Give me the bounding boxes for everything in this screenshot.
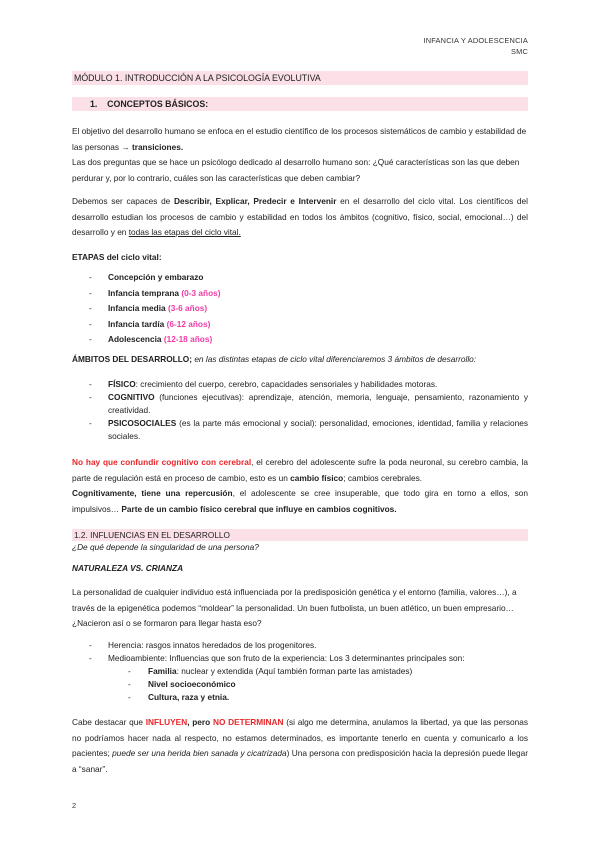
stage-range: (12-18 años) <box>163 334 213 344</box>
page-number: 2 <box>72 801 77 810</box>
influence-item: - Herencia: rasgos innatos heredados de los progenitores. <box>72 639 528 652</box>
stage-range: (3-6 años) <box>167 303 208 313</box>
area-name: COGNITIVO <box>108 392 155 402</box>
module-title: MÓDULO 1. INTRODUCCIÓN A LA PSICOLOGÍA EVOLUTIVA <box>72 71 528 85</box>
text-run-red: No hay que confundir cognitivo con cerebral <box>72 457 252 467</box>
influences-list <box>72 639 528 704</box>
text-run: , el cerebro del adolescente sufre la poda neuronal, su cerebro cambia, la parte de regulación está en proceso de cambio, esto es un <box>72 457 528 483</box>
stage-name: Infancia temprana <box>108 287 180 298</box>
stage-item <box>72 286 528 302</box>
text-run: Cabe destacar que <box>72 717 146 727</box>
text-run-red: INFLUYEN <box>145 717 188 727</box>
stage-name: Adolescencia <box>108 334 162 344</box>
section-number: 1. <box>90 99 98 109</box>
area-desc: (funciones ejecutivas): aprendizaje, atención, memoria, lenguaje, pensamiento, razonamiento y creatividad. <box>108 392 528 415</box>
stages-list <box>72 270 528 348</box>
paragraph-nature-nurture: La personalidad de cualquier individuo está influenciada por la predisposición genética y el entorno (familia, valores…), a través de la epigenética podemos “moldear” la personalidad. Un buen futbolista, un buen atlético, un buen empresario… ¿Nacieron así o se formaron para llegar hasta eso? <box>72 587 517 628</box>
text-run: El objetivo del desarrollo humano se enfoca en el estudio científico de los procesos sistemáticos de cambio y estabilidad de las personas → <box>72 126 527 152</box>
stage-range: (0-3 años) <box>181 287 221 298</box>
running-header <box>423 35 528 57</box>
section-title: CONCEPTOS BÁSICOS: <box>107 99 209 109</box>
stage-item <box>72 317 528 333</box>
nature-heading: NATURALEZA VS. CRIANZA <box>72 563 184 573</box>
stage-name: Concepción y embarazo <box>108 272 204 282</box>
areas-list <box>72 378 528 443</box>
determinant-name: Familia <box>148 666 177 676</box>
area-item <box>72 378 528 391</box>
text-run: ) Una persona con predisposición hacia la depresión puede llegar a “sanar”. <box>72 748 528 774</box>
area-item <box>72 417 528 443</box>
stage-item <box>72 332 528 348</box>
text-run-red: NO DETERMINAN <box>212 717 284 727</box>
area-name: PSICOSOCIALES <box>108 418 177 428</box>
header-initials: SMC <box>510 47 528 56</box>
section-heading-influences: 1.2. INFLUENCIAS EN EL DESARROLLO <box>72 529 528 541</box>
text-run: Debemos ser capaces de <box>72 196 175 206</box>
areas-heading-bold: ÁMBITOS DEL DESARROLLO; <box>72 354 193 364</box>
stage-range: (6-12 años) <box>166 318 211 329</box>
header-course: INFANCIA Y ADOLESCENCIA <box>423 36 528 45</box>
text-run-bold: Describir, Explicar, Predecir e Intervenir <box>174 196 337 206</box>
area-desc: (es la parte más emocional y social): personalidad, emociones, identidad, familia y relaciones sociales. <box>108 418 528 441</box>
determinant-name: Cultura, raza y etnia. <box>148 692 230 702</box>
areas-heading <box>72 352 528 368</box>
section-question: ¿De qué depende la singularidad de una persona? <box>72 542 259 552</box>
determinant-item <box>72 678 528 691</box>
text-run: en el desarrollo del ciclo vital. Los científicos del desarrollo estudian los procesos de cambio y estabilidad en todos los ámbitos (cognitivo, físico, social, emocional…) del desarrollo y en <box>72 196 529 237</box>
text-run-underline: todas las etapas del ciclo vital. <box>128 227 241 237</box>
stage-name: Infancia tardía <box>108 318 165 329</box>
stages-heading: ETAPAS del ciclo vital: <box>72 252 162 262</box>
paragraph-influence-not-determine <box>72 715 528 777</box>
text-run-bold: Cognitivamente, tiene una repercusión <box>72 488 233 498</box>
text-run-italic: puede ser una herida bien sanada y cicatrizada <box>112 748 287 758</box>
paragraph-objective <box>72 124 528 186</box>
stage-item <box>72 301 528 317</box>
text-run: , el adolescente se cree insuperable, que todo gira en torno a ellos, son impulsivos… <box>72 488 528 514</box>
area-name: FÍSICO <box>108 379 136 389</box>
stage-item <box>72 270 528 286</box>
paragraph-capacities <box>72 194 528 241</box>
text-run-bold: cambio físico <box>290 472 344 483</box>
areas-intro: en las distintas etapas de ciclo vital diferenciaremos 3 ámbitos de desarrollo: <box>192 354 477 364</box>
text-run: ; cambios cerebrales. <box>343 472 423 483</box>
area-desc: : crecimiento del cuerpo, cerebro, capacidades sensoriales y habilidades motoras. <box>135 379 438 389</box>
section-heading-concepts <box>72 97 528 111</box>
text-run: Las dos preguntas que se hace un psicólogo dedicado al desarrollo humano son: ¿Qué características son las que deben perdurar y, por lo contrario, cuáles son las características que deben cambiar? <box>72 157 520 183</box>
area-item <box>72 391 528 417</box>
determinant-item <box>72 691 528 704</box>
influence-item: - Medioambiente: Influencias que son fruto de la experiencia: Los 3 determinantes principales son: <box>72 652 528 665</box>
determinant-name: Nivel socioeconómico <box>148 679 236 689</box>
text-run-bold: , pero <box>187 717 213 727</box>
determinant-item <box>72 665 528 678</box>
paragraph-cognitive-vs-cerebral <box>72 455 528 517</box>
text-run-bold: Parte de un cambio físico cerebral que influye en cambios cognitivos. <box>121 503 397 514</box>
determinant-desc: : nuclear y extendida (Aquí también forman parte las amistades) <box>176 666 413 676</box>
text-run-bold: transiciones. <box>131 141 184 152</box>
stage-name: Infancia media <box>108 303 166 313</box>
text-run: (si algo me determina, anulamos la libertad, ya que las personas no podríamos hacer nada al respecto, no estamos determinados, es importante tenerlo en cuenta y comunicarlo a los pacientes; <box>72 717 528 758</box>
